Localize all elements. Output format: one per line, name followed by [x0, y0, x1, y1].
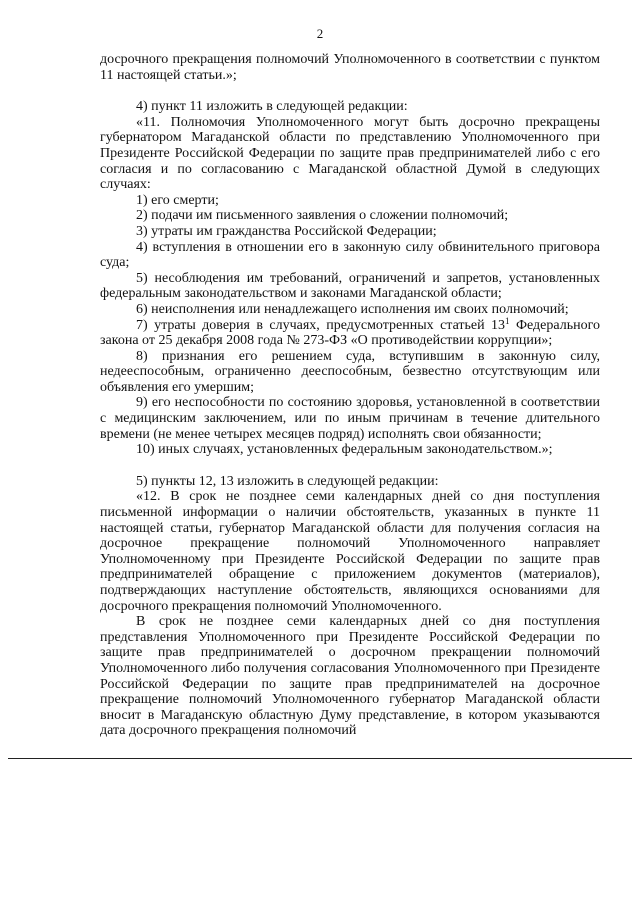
paragraph: 9) его неспособности по состоянию здоровья, установленной в соответствии с медицинским заключением, или по иным причинам в течение длительного времени (не менее четырех месяцев подряд) исполнять свои обязанности; — [100, 395, 600, 442]
paragraph: 2) подачи им письменного заявления о сложении полномочий; — [136, 208, 509, 224]
paragraph: 10) иных случаях, установленных федеральным законодательством.»; — [136, 442, 553, 458]
paragraph: досрочного прекращения полномочий Уполномоченного в соответствии с пунктом 11 настоящей статьи.»; — [100, 52, 600, 83]
paragraph: 4) пункт 11 изложить в следующей редакции: — [136, 99, 408, 115]
paragraph: 4) вступления в отношении его в законную силу обвинительного приговора суда; — [100, 239, 600, 271]
paragraph: 5) пункты 12, 13 изложить в следующей редакции: — [136, 473, 439, 489]
superscript: 1 — [505, 315, 510, 326]
paragraph: 6) неисполнения или ненадлежащего исполнения им своих полномочий; — [136, 301, 569, 317]
paragraph: 5) несоблюдения им требований, ограничений и запретов, установленных федеральным законодательством и законами Магаданской области; — [100, 270, 600, 302]
page-number: 2 — [316, 26, 324, 41]
paragraph: 7) утраты доверия в случаях, предусмотренных статьей $13^1$ Федерального закона от 25 декабря 2008 года № 273-ФЗ «О противодействии коррупции»; — [100, 315, 600, 349]
paragraph: 3) утраты им гражданства Российской Федерации; — [136, 223, 437, 239]
paragraph: 1) его смерти; — [136, 192, 219, 208]
paragraph: В срок не позднее семи календарных дней со дня поступления представления Уполномоченного при Президенте Российской Федерации по защите прав предпринимателей о досрочном прекращении полномочий Уполномоченного либо получения согласования Уполномоченного при Президенте Российской Федерации по защите прав предпринимателей на досрочное прекращение полномочий Уполномоченного губернатор Магаданской области вносит в Магаданскую областную Думу представление, в котором указываются дата досрочного прекращения полномочий — [100, 614, 600, 739]
paragraph: 8) признания его решением суда, вступившим в законную силу, недееспособным, ограниченно дееспособным, безвестно отсутствующим или объявления его умершим; — [100, 348, 600, 395]
paragraph: «12. В срок не позднее семи календарных дней со дня поступления письменной информации о наличии обстоятельств, указанных в пункте 11 настоящей статьи, губернатор Магаданской области для получения согласия на досрочное прекращение полномочий Уполномоченного направляет Уполномоченному при Президенте Российской Федерации по защите прав предпринимателей обращение с приложением документов (материалов), подтверждающих наступление обстоятельств, являющихся основаниями для досрочного прекращения полномочий Уполномоченного. — [100, 489, 600, 614]
document-body — [100, 52, 600, 739]
paragraph: «11. Полномочия Уполномоченного могут быть досрочно прекращены губернатором Магаданской области по представлению Уполномоченного при Президенте Российской Федерации по защите прав предпринимателей либо с его согласия и по согласованию с Магаданской областной Думой в следующих случаях: — [100, 114, 600, 193]
paragraph-gap — [100, 458, 600, 474]
horizontal-rule — [8, 758, 632, 759]
paragraph-gap — [100, 83, 600, 99]
